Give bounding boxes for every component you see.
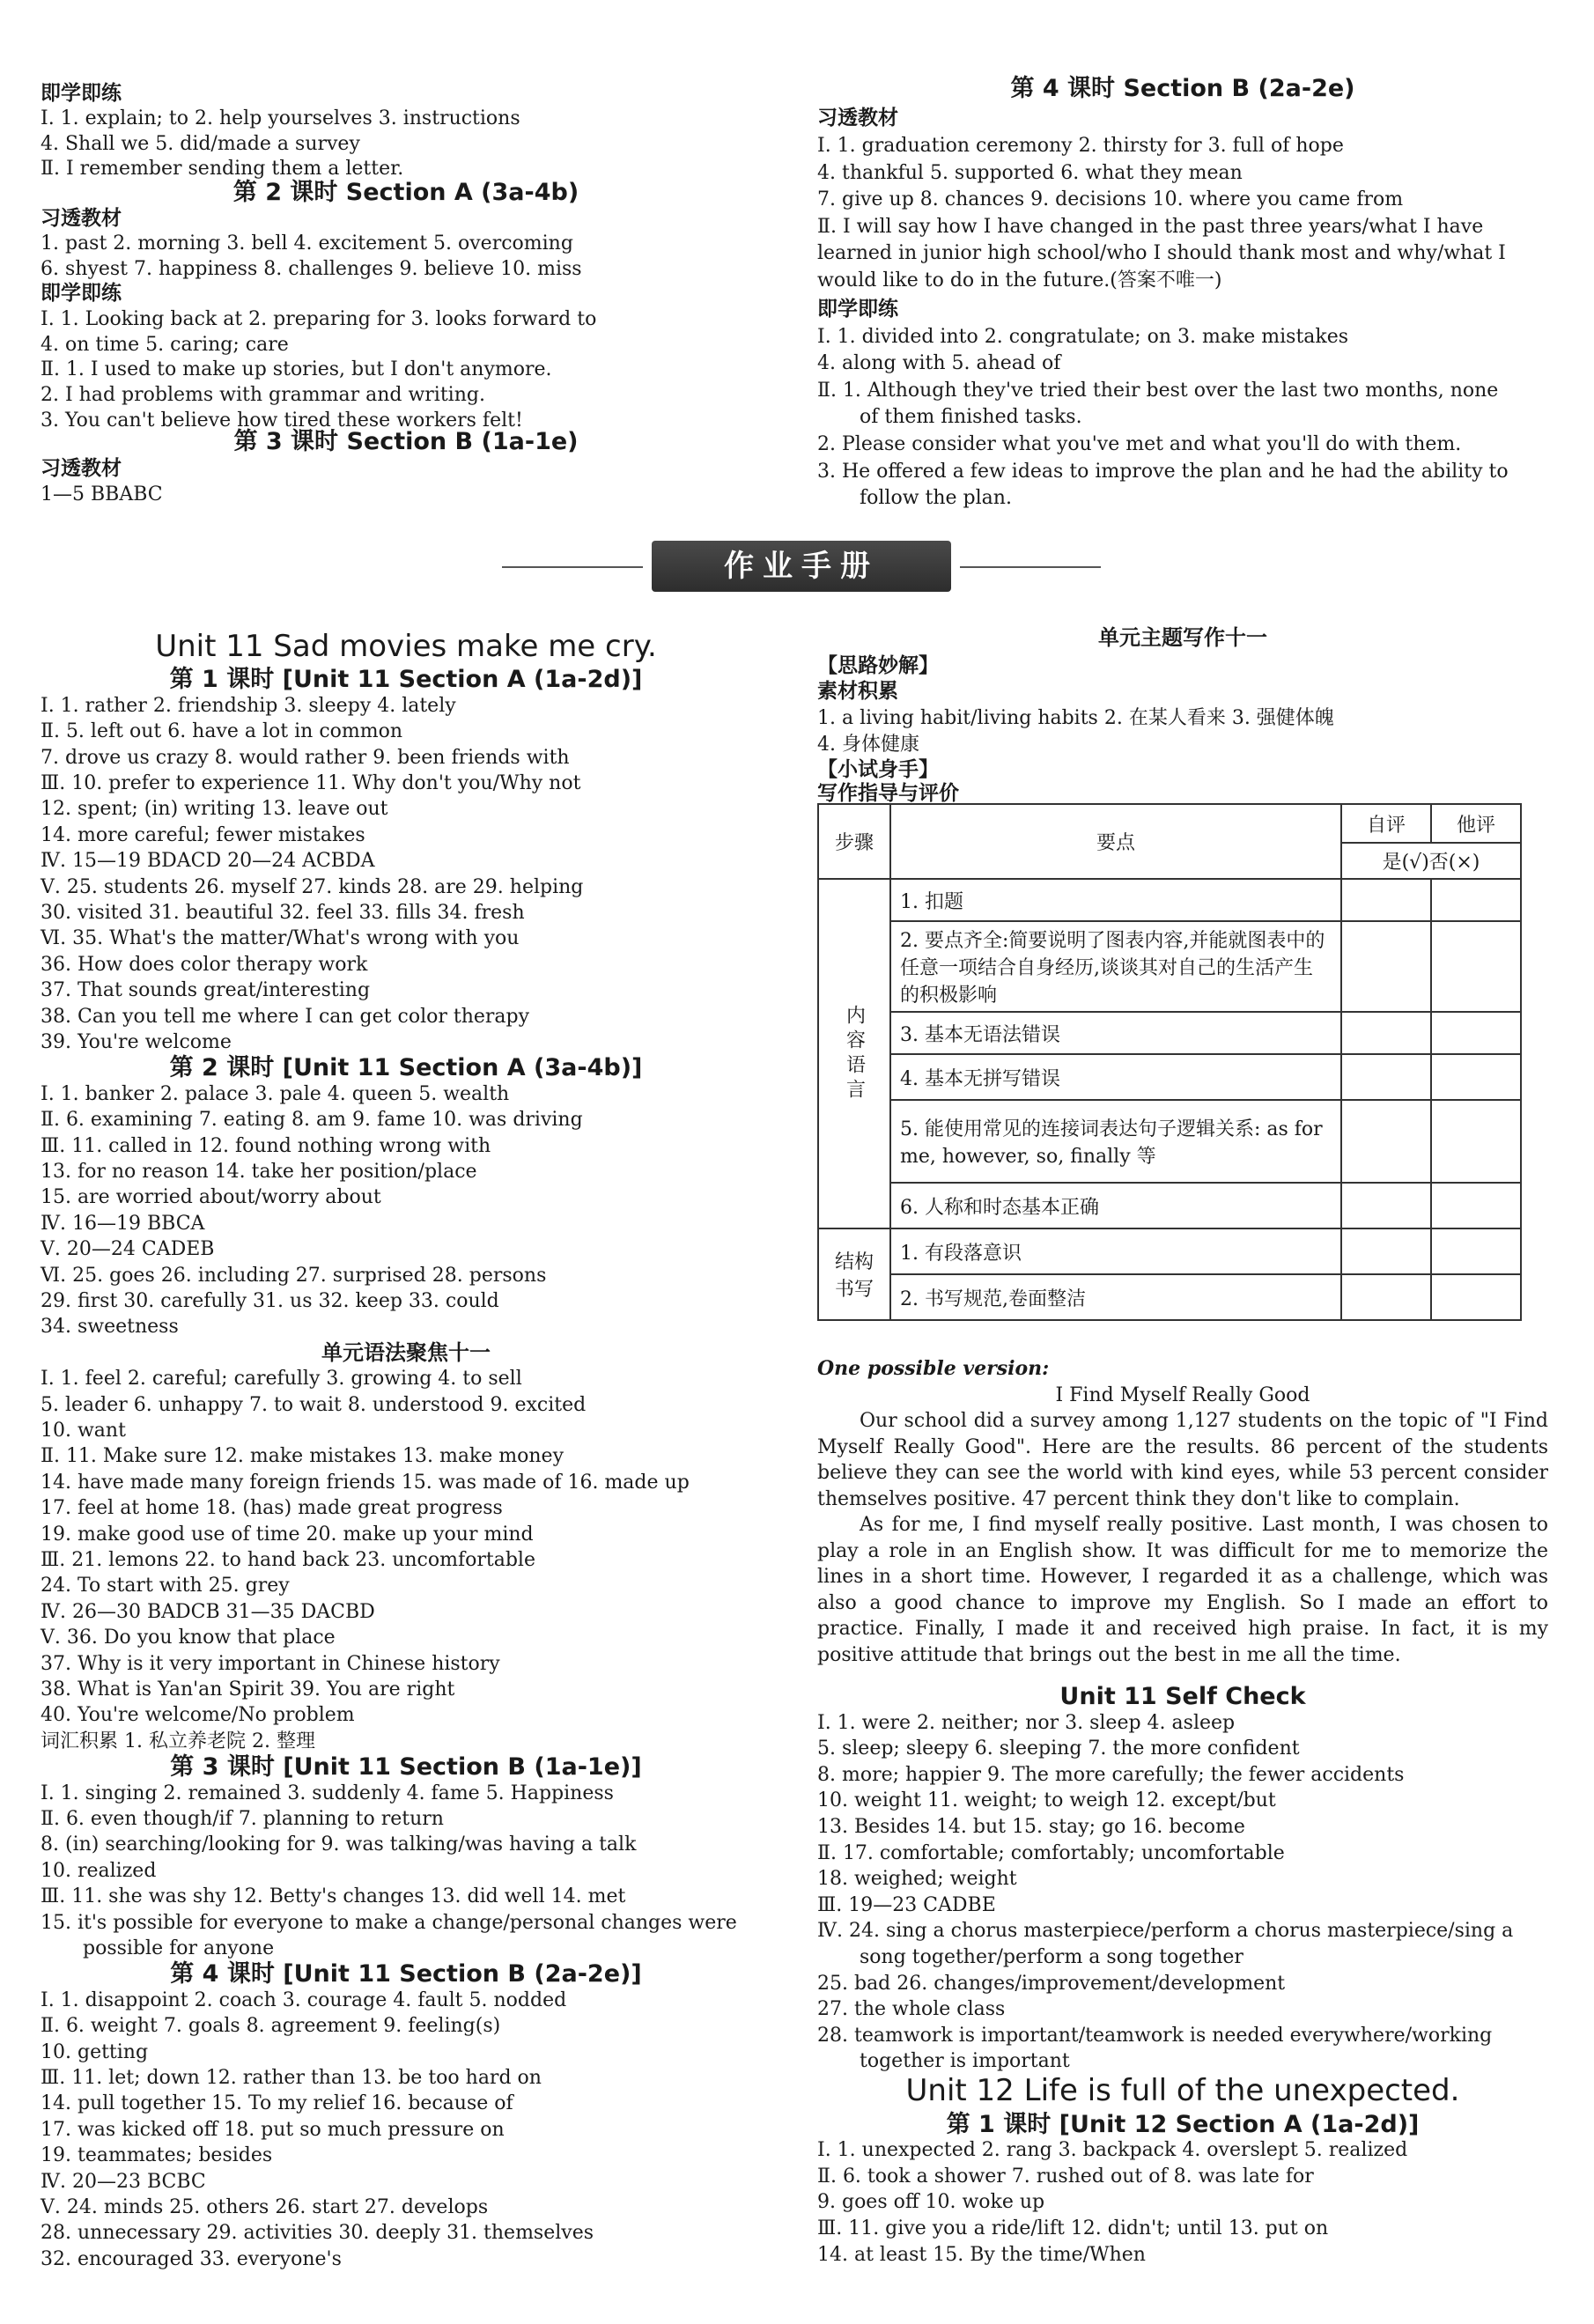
answer-line: Ⅳ. 26—30 BADCB 31—35 DACBD [41,1600,375,1623]
table-header-self: 自评 [1341,804,1431,843]
answer-line: 4. on time 5. caring; care [41,334,289,356]
answer-line: 3. You can't believe how tired these workers felt! [41,409,523,432]
answer-line: 29. first 30. carefully 31. us 32. keep 33. could [41,1290,499,1312]
table-row: 5. 能使用常见的连接词表达句子逻辑关系: as for me, however, so, finally 等 [890,1100,1341,1183]
answer-line: 25. bad 26. changes/improvement/development [817,1972,1286,1995]
answer-line: possible for anyone [83,1937,275,1959]
answer-line: Ⅰ. 1. rather 2. friendship 3. sleepy 4. lately [41,694,456,717]
answer-line: Ⅳ. 15—19 BDACD 20—24 ACBDA [41,850,375,873]
banner-rule-left [502,566,643,568]
answer-line: 2. Please consider what you've met and what you'll do with them. [817,433,1462,455]
answer-line: Ⅵ. 25. goes 26. including 27. surprised 28. persons [41,1264,547,1287]
heading: 即学即练 [817,298,898,321]
table-row: 3. 基本无语法错误 [890,1012,1341,1054]
answer-line: 36. How does color therapy work [41,953,368,976]
evaluation-table [817,803,1522,1321]
answer-line: 28. unnecessary 29. activities 30. deeply 31. themselves [41,2222,594,2245]
answer-line: Ⅰ. 1. were 2. neither; nor 3. sleep 4. asleep [817,1711,1236,1734]
answer-line: 6. shyest 7. happiness 8. challenges 9. believe 10. miss [41,258,582,280]
answer-line: Ⅲ. 10. prefer to experience 11. Why don't you/Why not [41,772,581,794]
table-header-point: 要点 [890,804,1341,879]
answer-line: 38. Can you tell me where I can get color therapy [41,1005,530,1028]
section-heading: Unit 11 Sad movies make me cry. [155,629,657,664]
lesson-heading: 第 2 课时 Section A (3a-4b) [232,179,579,206]
table-row: 1. 扣题 [890,879,1341,921]
answer-line: 4. 身体健康 [817,734,919,756]
answer-line: Ⅰ. 1. banker 2. palace 3. pale 4. queen 5. wealth [41,1082,510,1105]
answer-line: 7. drove us crazy 8. would rather 9. been friends with [41,746,570,769]
answer-line: 2. I had problems with grammar and writing. [41,384,485,406]
answer-line: follow the plan. [860,487,1012,509]
answer-line: Ⅴ. 24. minds 25. others 26. start 27. develops [41,2196,489,2218]
answer-line: 19. make good use of time 20. make up your mind [41,1523,534,1546]
table-row: 2. 书写规范,卷面整洁 [890,1274,1341,1320]
answer-line: Ⅱ. 6. weight 7. goals 8. agreement 9. feeling(s) [41,2015,501,2038]
sample-essay [817,1356,1548,1668]
answer-line: 32. encouraged 33. everyone's [41,2247,342,2270]
answer-line: Ⅴ. 25. students 26. myself 27. kinds 28. are 29. helping [41,875,584,898]
answer-line: 8. more; happier 9. The more carefully; the fewer accidents [817,1763,1405,1786]
answer-line: 10. weight 11. weight; to weigh 12. except/but [817,1789,1276,1812]
table-header-yesno: 是(√)否(×) [1341,843,1521,879]
answer-line: of them finished tasks. [860,406,1082,428]
answer-line: 5. sleep; sleepy 6. sleeping 7. the more confident [817,1737,1300,1760]
answer-line: 7. give up 8. chances 9. decisions 10. where you came from [817,188,1404,210]
answer-line: Ⅲ. 21. lemons 22. to hand back 23. uncomfortable [41,1549,535,1571]
heading: 习透教材 [41,457,122,480]
answer-line: 14. at least 15. By the time/When [817,2243,1146,2266]
answer-line: 40. You're welcome/No problem [41,1704,355,1727]
answer-line: 1. past 2. morning 3. bell 4. excitement 5. overcoming [41,232,573,255]
answer-line: 27. the whole class [817,1998,1006,2021]
answer-line: 10. realized [41,1859,157,1882]
answer-line: Ⅱ. 1. Although they've tried their best over the last two months, none [817,380,1499,402]
answer-line: Ⅱ. 6. examining 7. eating 8. am 9. fame 10. was driving [41,1109,583,1132]
answer-line: learned in junior high school/who I should thank most and why/what I [817,242,1506,264]
answer-line: 13. for no reason 14. take her position/place [41,1161,477,1183]
answer-line: Ⅰ. 1. singing 2. remained 3. suddenly 4. fame 5. Happiness [41,1782,614,1804]
section-heading: 单元语法聚焦十一 [321,1339,491,1365]
section-heading: 第 1 课时 [Unit 12 Section A (1a-2d)] [946,2110,1420,2138]
answer-line: 14. more careful; fewer mistakes [41,823,365,846]
answer-line: Ⅱ. 6. took a shower 7. rushed out of 8. was late for [817,2165,1314,2188]
lesson-heading: 第 4 课时 Section B (2a-2e) [1010,75,1355,102]
answer-line: song together/perform a song together [860,1946,1243,1968]
answer-line: 30. visited 31. beautiful 32. feel 33. fills 34. fresh [41,902,525,924]
heading: 习透教材 [41,207,122,230]
answer-line: 词汇积累 1. 私立养老院 2. 整理 [41,1730,315,1752]
answer-line: Ⅲ. 11. she was shy 12. Betty's changes 13. did well 14. met [41,1885,626,1908]
answer-line: 4. Shall we 5. did/made a survey [41,133,360,155]
answer-line: Ⅰ. 1. unexpected 2. rang 3. backpack 4. overslept 5. realized [817,2139,1408,2162]
answer-line: Ⅳ. 16—19 BBCA [41,1212,205,1235]
table-header-peer: 他评 [1431,804,1521,843]
answer-line: 3. He offered a few ideas to improve the plan and he had the ability to [817,461,1509,483]
answer-line: 38. What is Yan'an Spirit 39. You are right [41,1678,455,1701]
answer-line: 39. You're welcome [41,1031,232,1053]
answer-line: 1. a living habit/living habits 2. 在某人看来 3. 强健体魄 [817,707,1334,729]
answer-line: Ⅱ. I remember sending them a letter. [41,158,404,180]
heading: 素材积累 [817,680,898,703]
section-heading: 第 2 课时 [Unit 11 Section A (3a-4b)] [169,1054,643,1082]
answer-line: 18. weighed; weight [817,1868,1017,1891]
table-row: 2. 要点齐全:简要说明了图表内容,并能就图表中的任意一项结合自身经历,谈谈其对自己的生活产生的积极影响 [890,921,1341,1012]
banner-rule-right [960,566,1101,568]
answer-line: 17. was kicked off 18. put so much pressure on [41,2118,505,2141]
section-banner [502,539,1101,595]
heading: 【小试身手】 [817,758,939,781]
section-heading: 第 1 课时 [Unit 11 Section A (1a-2d)] [169,666,643,694]
heading: 即学即练 [41,282,122,305]
heading: 习透教材 [817,107,898,129]
answer-line: Ⅳ. 24. sing a chorus masterpiece/perform a chorus masterpiece/sing a [817,1920,1514,1943]
answer-line: 9. goes off 10. woke up [817,2191,1045,2214]
essay-title: I Find Myself Really Good [1055,1383,1310,1406]
answer-line: 1—5 BBABC [41,483,163,505]
answer-line: 4. thankful 5. supported 6. what they mean [817,162,1243,184]
table-header-step: 步骤 [818,804,890,879]
answer-line: 17. feel at home 18. (has) made great progress [41,1497,503,1520]
answer-line: Ⅲ. 19—23 CADBE [817,1893,996,1916]
answer-line: Ⅴ. 20—24 CADEB [41,1238,215,1261]
heading: 写作指导与评价 [817,782,959,805]
answer-line: Ⅰ. 1. divided into 2. congratulate; on 3. make mistakes [817,326,1349,348]
answer-line: Ⅲ. 11. let; down 12. rather than 13. be too hard on [41,2067,542,2089]
writing-title: 单元主题写作十一 [1098,625,1267,650]
answer-line: 34. sweetness [41,1316,179,1339]
answer-line: Ⅵ. 35. What's the matter/What's wrong with you [41,927,520,950]
answer-line: Ⅰ. 1. explain; to 2. help yourselves 3. instructions [41,107,520,129]
answer-line: 37. That sounds great/interesting [41,979,371,1002]
heading: 【思路妙解】 [817,654,939,677]
answer-line: 15. it's possible for everyone to make a change/personal changes were [41,1911,737,1934]
answer-line: 37. Why is it very important in Chinese history [41,1652,500,1675]
answer-line: Ⅰ. 1. Looking back at 2. preparing for 3. looks forward to [41,308,597,330]
answer-line: Ⅱ. I will say how I have changed in the past three years/what I have [817,216,1484,238]
answer-line: Ⅱ. 11. Make sure 12. make mistakes 13. make money [41,1445,564,1468]
answer-line: Ⅰ. 1. feel 2. careful; carefully 3. growing 4. to sell [41,1368,522,1391]
answer-line: 28. teamwork is important/teamwork is needed everywhere/working [817,2024,1493,2047]
table-row: 1. 有段落意识 [890,1228,1341,1274]
section-heading: Unit 12 Life is full of the unexpected. [905,2073,1460,2108]
essay-paragraph-1: Our school did a survey among 1,127 students on the topic of "I Find Myself Really Good". Here are the results. 86 percent of the students believe they can see the world with kind eyes, while 53 percent consider themselves positive. 47 percent think they don't like to complain. [817,1410,1548,1510]
answer-line: Ⅰ. 1. graduation ceremony 2. thirsty for 3. full of hope [817,135,1344,157]
answer-line: Ⅱ. 17. comfortable; comfortably; uncomfortable [817,1841,1285,1864]
answer-line: 8. (in) searching/looking for 9. was talking/was having a talk [41,1833,637,1856]
section-heading: 第 4 课时 [Unit 11 Section B (2a-2e)] [170,1960,642,1988]
answer-line: 15. are worried about/worry about [41,1186,381,1209]
essay-label: One possible version: [817,1357,1050,1380]
answer-line: 24. To start with 25. grey [41,1575,290,1597]
table-row: 6. 人称和时态基本正确 [890,1183,1341,1228]
answer-line: 4. along with 5. ahead of [817,352,1061,374]
answer-line: 12. spent; (in) writing 13. leave out [41,798,388,821]
answer-line: together is important [860,2050,1070,2073]
answer-line: would like to do in the future.(答案不唯一) [817,269,1222,291]
section-heading: Unit 11 Self Check [1059,1683,1306,1710]
answer-line: Ⅴ. 36. Do you know that place [41,1627,336,1649]
answer-line: Ⅲ. 11. called in 12. found nothing wrong with [41,1134,491,1157]
answer-line: 10. want [41,1420,126,1442]
answer-line: Ⅰ. 1. disappoint 2. coach 3. courage 4. fault 5. nodded [41,1988,567,2011]
answer-line: Ⅲ. 11. give you a ride/lift 12. didn't; until 13. put on [817,2217,1329,2239]
essay-paragraph-2: As for me, I find myself really positive. Last month, I was chosen to play a role in an English show. It was difficult for me to memorize the lines in a short time. However, I regarded it as a challenge, which was also a good chance to improve my English. So I made an effort to practice. Finally, I made it and received high praise. In fact, it is my positive attitude that brings out the best in me all the time. [817,1514,1548,1666]
table-row: 4. 基本无拼写错误 [890,1054,1341,1100]
answer-line: Ⅱ. 1. I used to make up stories, but I don't anymore. [41,358,552,380]
answer-line: 19. teammates; besides [41,2144,273,2167]
answer-line: Ⅱ. 6. even though/if 7. planning to return [41,1808,444,1830]
answer-line: 14. have made many foreign friends 15. was made of 16. made up [41,1471,690,1494]
heading: 即学即练 [41,82,122,105]
answer-line: 14. pull together 15. To my relief 16. because of [41,2092,513,2115]
group-structure-writing: 结构书写 [818,1228,890,1320]
answer-line: Ⅳ. 20—23 BCBC [41,2170,206,2193]
group-content-language: 内容语言 [818,879,890,1228]
answer-line: 10. getting [41,2040,149,2063]
lesson-heading: 第 3 课时 Section B (1a-1e) [233,428,579,455]
answer-line: 5. leader 6. unhappy 7. to wait 8. understood 9. excited [41,1393,587,1416]
answer-line: 13. Besides 14. but 15. stay; go 16. become [817,1816,1245,1838]
answer-line: Ⅱ. 5. left out 6. have a lot in common [41,720,403,743]
section-heading: 第 3 课时 [Unit 11 Section B (1a-1e)] [170,1753,642,1782]
banner-title: 作业手册 [652,541,951,592]
